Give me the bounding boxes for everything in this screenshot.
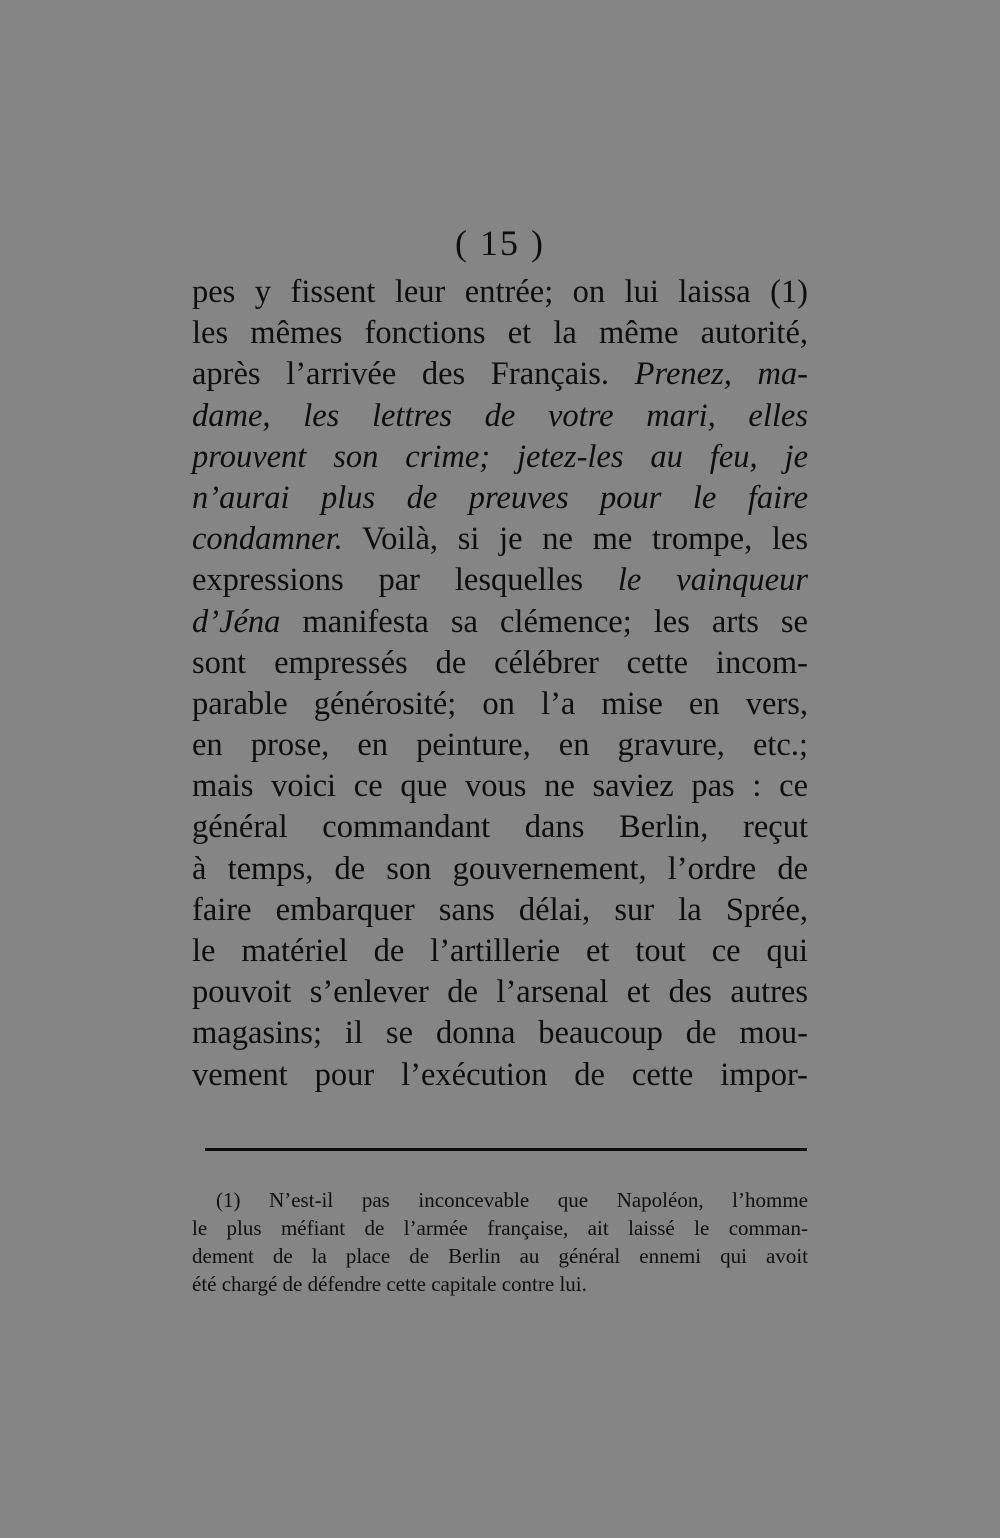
text-run: vement pour l’exécution de cette impor- xyxy=(192,1056,808,1093)
text-line xyxy=(192,602,808,643)
italic-text: n’aurai plus de preuves pour le faire xyxy=(192,479,808,516)
text-run: magasins; il se donna beaucoup de mou- xyxy=(192,1015,808,1052)
text-run: faire embarquer sans délai, sur la Sprée, xyxy=(192,891,808,928)
text-line xyxy=(192,684,808,725)
page-number: ( 15 ) xyxy=(455,223,545,263)
italic-text: d’Jéna xyxy=(192,603,281,640)
text-line xyxy=(192,354,808,395)
text-line xyxy=(192,519,808,560)
text-run: en prose, en peinture, en gravure, etc.; xyxy=(192,727,808,764)
text-line xyxy=(192,931,808,972)
text-run: le matériel de l’artillerie et tout ce qui xyxy=(192,933,808,969)
footnote xyxy=(192,1186,808,1298)
text-run: à temps, de son gouvernement, l’ordre de xyxy=(192,850,808,887)
text-line xyxy=(192,807,808,848)
italic-text: condamner. xyxy=(192,521,343,558)
text-line xyxy=(192,972,808,1013)
footnote-line: le plus méfiant de l’armée française, ait laissé le comman- xyxy=(192,1216,808,1240)
italic-text: Prenez, ma- xyxy=(634,356,809,393)
footnote-line: dement de la place de Berlin au général ennemi qui avoit xyxy=(192,1244,808,1268)
text-line xyxy=(192,437,808,478)
text-line xyxy=(192,478,808,519)
text-line xyxy=(192,890,808,931)
text-line xyxy=(192,1013,808,1054)
footnote-line: (1) N’est-il pas inconcevable que Napoléon, l’homme xyxy=(216,1188,808,1212)
text-run: Voilà, si je ne me trompe, les xyxy=(342,521,808,558)
text-line xyxy=(192,313,808,354)
text-line xyxy=(192,766,808,807)
italic-text: prouvent son crime; jetez-les au feu, je xyxy=(192,438,808,475)
italic-text: le vainqueur xyxy=(617,562,809,599)
text-line xyxy=(192,396,808,437)
text-run: les mêmes fonctions et la même autorité, xyxy=(192,315,808,352)
text-line xyxy=(192,849,808,890)
text-run: expressions par lesquelles xyxy=(192,562,618,599)
body-text xyxy=(192,272,808,1096)
text-run: mais voici ce que vous ne saviez pas : ce xyxy=(192,768,808,805)
text-line xyxy=(192,560,808,601)
text-line xyxy=(192,1055,808,1096)
text-run: pouvoit s’enlever de l’arsenal et des autres xyxy=(192,974,808,1011)
text-run: manifesta sa clémence; les arts se xyxy=(280,603,808,640)
footnote-separator xyxy=(205,1148,807,1151)
text-run: sont empressés de célébrer cette incom- xyxy=(192,644,808,681)
text-line xyxy=(192,272,808,313)
text-run: pes y fissent leur entrée; on lui laissa (1) xyxy=(192,274,808,310)
footnote-line: été chargé de défendre cette capitale contre lui. xyxy=(192,1272,587,1296)
text-run: général commandant dans Berlin, reçut xyxy=(192,809,808,846)
text-run: parable générosité; on l’a mise en vers, xyxy=(192,685,808,722)
text-line xyxy=(192,725,808,766)
text-run: après l’arrivée des Français. xyxy=(192,356,635,393)
italic-text: dame, les lettres de votre mari, elles xyxy=(192,397,808,434)
text-line xyxy=(192,643,808,684)
